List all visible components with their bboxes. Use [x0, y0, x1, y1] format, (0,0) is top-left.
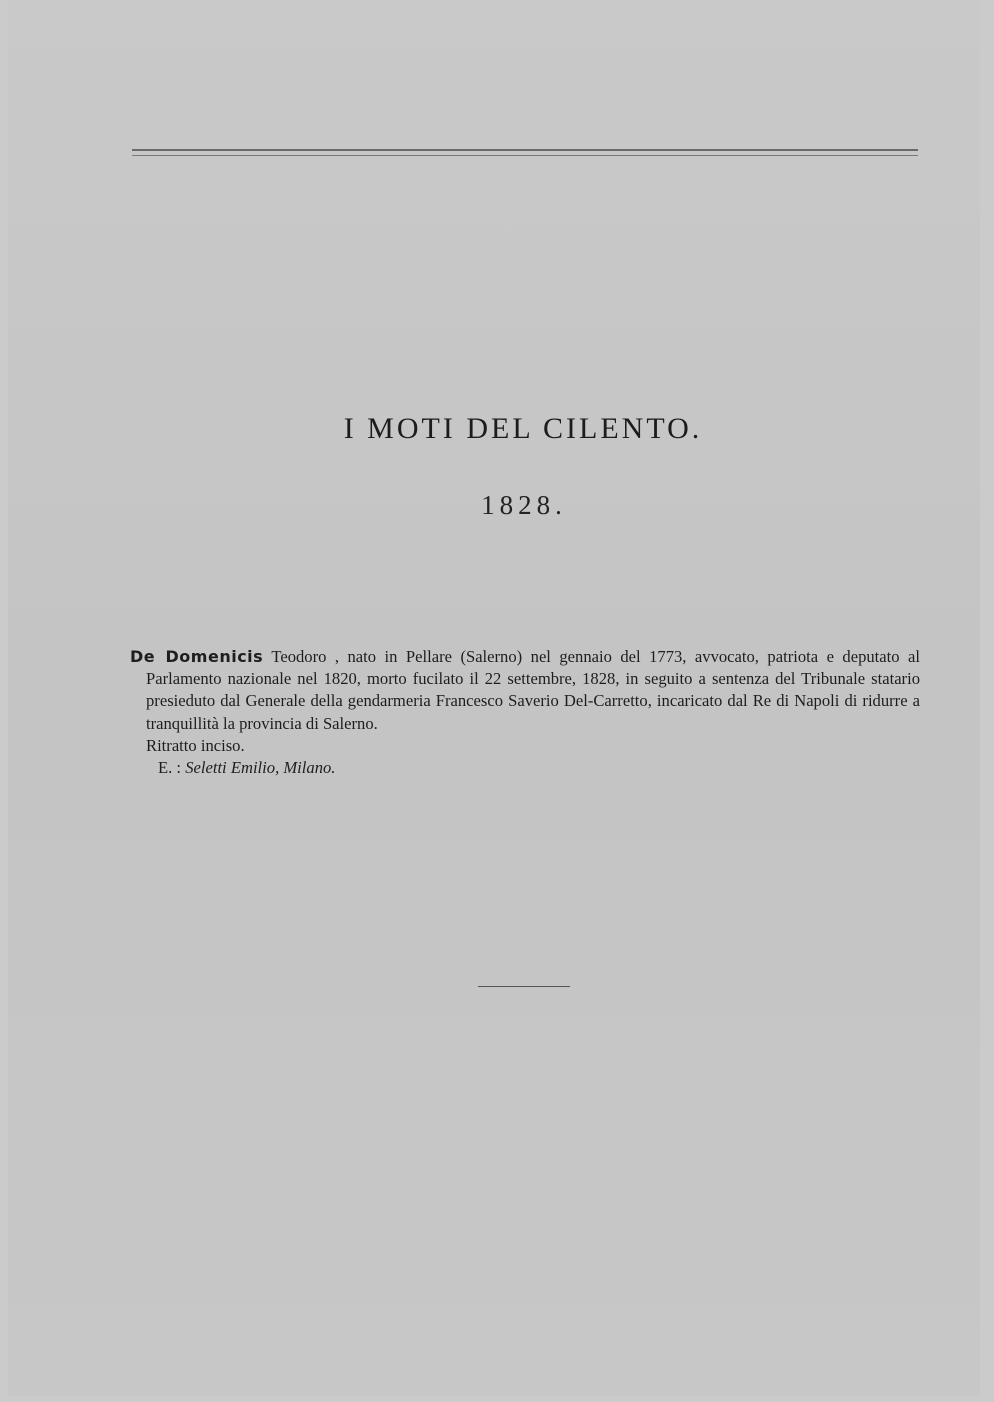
entry-paragraph — [130, 646, 920, 735]
section-year: 1828. — [481, 490, 567, 520]
catalog-entry — [130, 646, 920, 779]
entry-name: De Domenicis — [130, 647, 264, 666]
entry-lender-prefix: E. : — [158, 758, 182, 778]
section-end-rule — [478, 986, 570, 987]
entry-lender: Seletti Emilio, Milano. — [185, 758, 336, 778]
header-double-rule — [132, 149, 918, 156]
entry-lender-line — [130, 757, 920, 779]
entry-portrait: Ritratto inciso. — [146, 735, 245, 755]
entry-description: Teodoro , nato in Pellare (Salerno) nel gennaio del 1773, avvocato, patriota e deputato al Parlamento nazionale nel 1820, morto fucilato il 22 settembre, 1828, in seguito a sentenza del Tribunale statario presieduto dal Generale della gendarmeria Francesco Saverio Del-Carretto, incaricato dal Re di Napoli di ridurre a tranquillità la provincia di Salerno. — [146, 647, 920, 733]
section-title: I MOTI DEL CILENTO. — [343, 412, 703, 445]
